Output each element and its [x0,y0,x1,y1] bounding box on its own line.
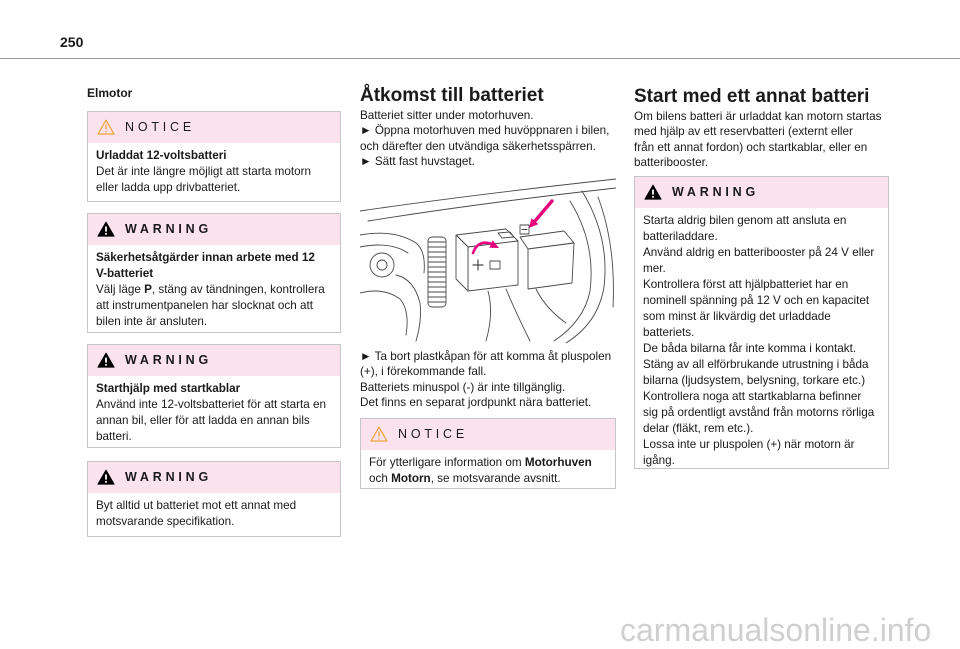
fender-curve [598,197,613,307]
body-line: Lossa inte ur pluspolen (+) när motorn är [643,438,855,451]
hose [360,291,407,335]
body-line: att instrumentpanelen har slocknat och att [96,299,313,312]
body-line: (+), i förekommande fall. [360,365,487,379]
header-rule [0,58,960,59]
body-line: Om bilens batteri är urladdat kan motorn startas [634,110,882,123]
body-line: Byt alltid ut batteriet mot ett annat med [96,499,297,512]
body-line: batteriladdare. [643,230,718,243]
hood-edge-line [360,179,616,211]
warning-header [88,462,340,493]
notice-body [88,143,340,196]
hose [360,233,424,273]
warning-header [635,177,888,208]
jump-start-intro [634,109,882,170]
notice-label: NOTICE [398,427,469,441]
body-line: De båda bilarna får inte komma i kontakt. [643,342,857,355]
body-line: med hjälp av ett reservbatteri (externt eller [634,125,853,139]
body-line: batteribooster. [634,155,709,169]
body-line: Batteriets minuspol (-) är inte tillgänglig. [360,380,566,394]
warning-triangle-icon [97,221,115,237]
body-line: bilen inte är ansluten. [96,315,208,328]
body-line: från ett annat fordon) och startkablar, eller en [634,140,868,154]
notice-box-more-info [360,418,616,489]
body-line [96,282,332,298]
strut-tower [370,253,394,277]
text-segment: , stäng av tändningen, kontrollera [151,283,325,296]
engine-bay-battery-illustration [360,175,616,343]
terminal-pointer-arrow [535,201,552,221]
body-line: Det är inte längre möjligt att starta motorn [96,165,312,178]
body-line: och därefter den utvändiga säkerhetsspärren. [360,139,596,153]
section-title-elmotor: Elmotor [87,86,133,100]
body-line: Kontrollera noga att startkablarna befinner [643,390,862,403]
reference-motorn: Motorn [391,472,431,485]
notice-triangle-icon [97,119,115,135]
warning-box-replacement [87,461,341,537]
reference-motorhuven: Motorhuven [524,456,592,469]
instruction-step: ► Sätt fast huvstaget. [360,154,475,168]
instruction-step: ► Öppna motorhuven med huvöppnaren i bilen, [360,124,610,138]
fuse-box-front [528,243,574,289]
body-line: Kontrollera först att hjälpbatteriet har en [643,278,849,291]
notice-header [88,112,340,143]
notice-body [361,450,615,487]
notice-triangle-icon [370,426,388,442]
strut-tower-center [377,260,387,270]
text-segment: Välj läge [96,283,145,296]
warning-triangle-icon [97,469,115,485]
warning-triangle-icon [644,184,662,200]
warning-body [635,208,888,469]
notice-label: NOTICE [125,120,196,134]
warning-body [88,493,340,530]
battery-access-steps [360,349,611,410]
warning-box-jump-start [87,344,341,448]
body-line: delar (fläkt, rem etc.). [643,422,754,435]
watermark: carmanualsonline.info [620,612,932,648]
warning-body [88,245,340,330]
body-line: igång. [643,454,675,467]
warning-label: WARNING [125,353,213,367]
body-line: batteri. [96,430,132,443]
warning-label: WARNING [125,470,213,484]
body-line: som minst är likvärdig det urladdade [643,310,831,323]
body-line: Använd aldrig en batteribooster på 24 V eller [643,246,875,259]
body-line: Använd inte 12-voltsbatteriet för att starta en [96,398,326,411]
battery-access-intro [360,108,609,169]
heading-jump-start: Start med ett annat batteri [634,86,870,107]
warning-title: Säkerhetsåtgärder innan arbete med 12 [96,251,315,264]
warning-triangle-icon [97,352,115,368]
notice-header [361,419,615,450]
gear-position-p: P [144,283,152,296]
hose [360,245,408,253]
body-line: mer. [643,262,666,275]
warning-header [88,214,340,245]
cable [506,289,530,341]
body-line: motsvarande specifikation. [96,515,235,528]
body-line [369,455,607,471]
page-number: 250 [60,34,84,50]
body-line: Det finns en separat jordpunkt nära batteriet. [360,395,592,409]
body-line: Starta aldrig bilen genom att ansluta en [643,214,847,227]
body-line: eller ladda upp drivbatteriet. [96,181,241,194]
cable [486,291,491,341]
text-segment: För ytterligare information om [369,456,525,469]
body-line: sig på ordentligt avstånd från motorns rörliga [643,406,875,419]
warning-label: WARNING [125,222,213,236]
cable [536,289,566,323]
body-line: Batteriet sitter under motorhuven. [360,109,534,122]
instruction-step: ► Ta bort plastkåpan för att komma åt pluspolen [360,350,612,363]
warning-header [88,345,340,376]
warning-title: V-batteriet [96,267,154,280]
body-line [369,471,607,487]
warning-label: WARNING [672,185,760,199]
warning-title: Starthjälp med startkablar [96,382,241,395]
body-line: Stäng av all elförbrukande utrustning i båda [643,358,869,371]
warning-body [88,376,340,445]
body-line: nominell spänning på 12 V och en kapacitet [643,294,870,307]
notice-box-discharged-battery [87,111,341,202]
warning-box-jump-start-rules [634,176,889,469]
notice-title: Urladdat 12-voltsbatteri [96,149,227,162]
warning-box-safety [87,213,341,333]
text-segment: , se motsvarande avsnitt. [430,472,561,485]
body-line: bilarna (ljudsystem, belysning, torkare etc.) [643,374,866,387]
body-line: annan bil, eller för att ladda en annan bils [96,414,310,427]
heading-battery-access: Åtkomst till batteriet [360,85,544,106]
body-line: batteriets. [643,326,695,339]
hose [396,275,421,341]
text-segment: och [369,472,392,485]
